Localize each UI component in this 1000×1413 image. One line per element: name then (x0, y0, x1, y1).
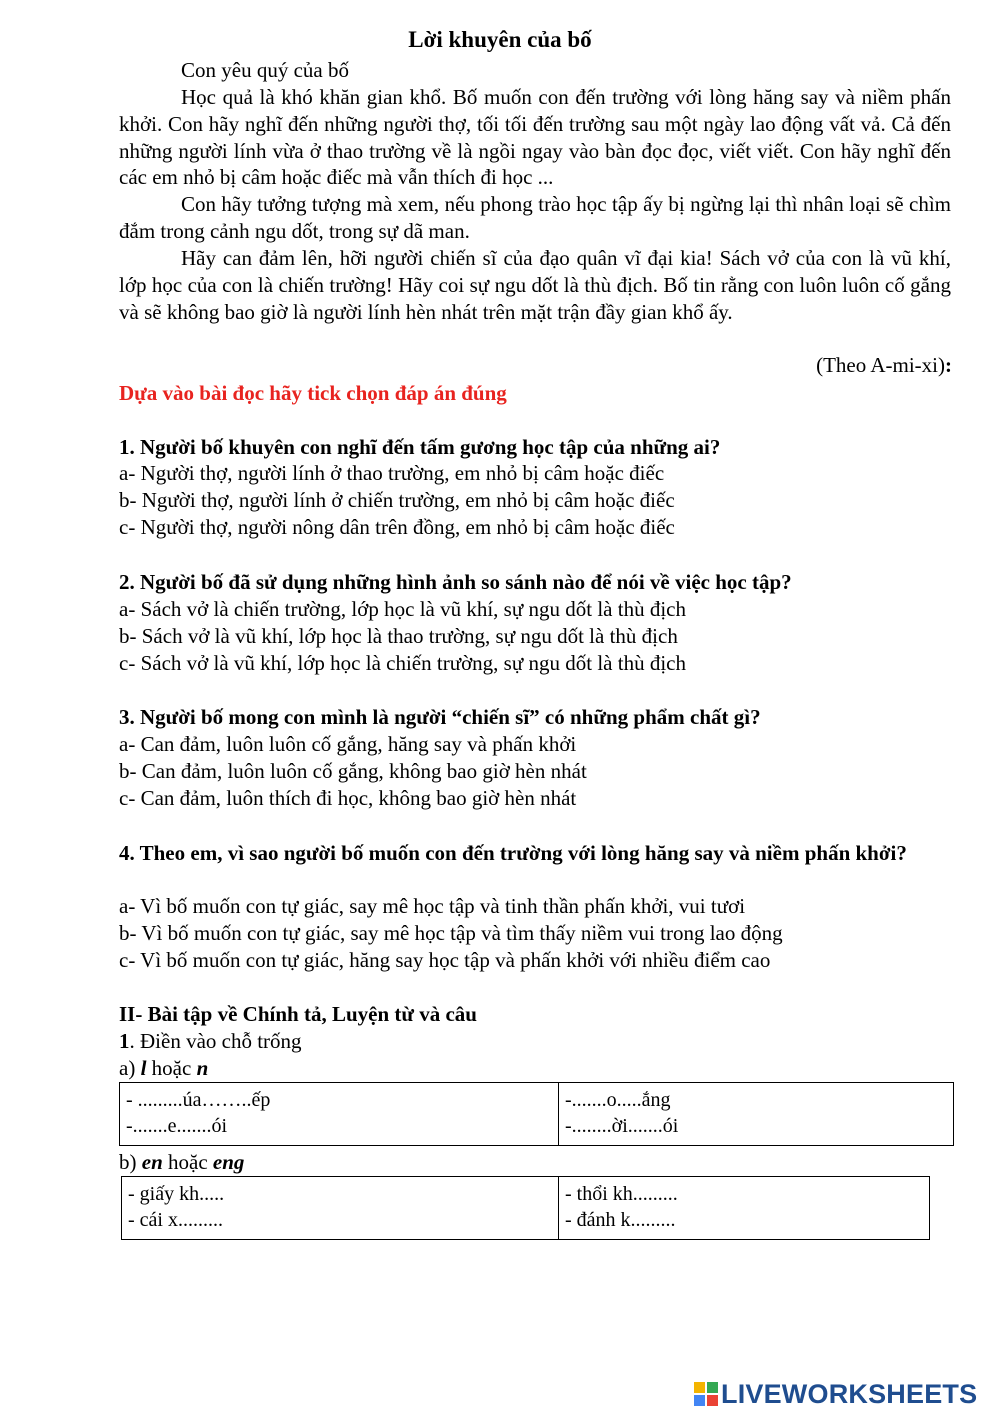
source-citation: (Theo A-mi-xi): (816, 353, 952, 377)
table-b-cell-left[interactable]: - giấy kh..... - cái x......... (122, 1177, 559, 1240)
letter-paragraph-3: Hãy can đảm lên, hỡi người chiến sĩ của đạo quân vĩ đại kia! Sách vở của con là vũ khí, lớp học của con là chiến trường! Hãy coi sự ngu dốt là thù địch. Bố tin rằng con luôn luôn cố gắng và sẽ không bao giờ là người lính hèn nhát trên mặt trận đầy gian khổ ấy. (119, 246, 951, 324)
question-4-option-a[interactable]: a- Vì bố muốn con tự giác, say mê học tập và tinh thần phấn khởi, vui tươi (119, 894, 746, 918)
question-4: 4. Theo em, vì sao người bố muốn con đến trường với lòng hăng say và niềm phấn khởi? (119, 841, 907, 865)
fill-table-a (119, 1082, 954, 1146)
question-2: 2. Người bố đã sử dụng những hình ảnh so sánh nào để nói về việc học tập? (119, 570, 792, 594)
question-1-option-b[interactable]: b- Người thợ, người lính ở chiến trường, em nhỏ bị câm hoặc điếc (119, 488, 675, 512)
question-3-option-c[interactable]: c- Can đảm, luôn thích đi học, không bao giờ hèn nhát (119, 786, 577, 810)
question-2-option-b[interactable]: b- Sách vở là vũ khí, lớp học là thao trường, sự ngu dốt là thù địch (119, 624, 678, 648)
question-2-option-a[interactable]: a- Sách vở là chiến trường, lớp học là vũ khí, sự ngu dốt là thù địch (119, 597, 686, 621)
liveworksheets-logo (694, 1378, 977, 1410)
page-title: Lời khuyên của bố (408, 27, 592, 52)
instruction-heading: Dựa vào bài đọc hãy tick chọn đáp án đúng (119, 381, 507, 405)
logo-text: LIVEWORKSHEETS (721, 1378, 978, 1409)
letter-greeting: Con yêu quý của bố (181, 58, 349, 82)
table-b-cell-right[interactable]: - thổi kh......... - đánh k......... (559, 1177, 930, 1240)
logo-grid-icon (694, 1382, 718, 1406)
table-a-cell-left[interactable]: - .........úa……..ếp -.......e.......ói (120, 1083, 559, 1146)
fill-table-b (121, 1176, 930, 1240)
question-4-option-c[interactable]: c- Vì bố muốn con tự giác, hăng say học tập và phấn khởi với nhiều điểm cao (119, 948, 771, 972)
part-a-label: a) l hoặc n (119, 1056, 209, 1080)
question-3: 3. Người bố mong con mình là người “chiến sĩ” có những phẩm chất gì? (119, 705, 761, 729)
question-2-option-c[interactable]: c- Sách vở là vũ khí, lớp học là chiến trường, sự ngu dốt là thù địch (119, 651, 686, 675)
question-3-option-a[interactable]: a- Can đảm, luôn luôn cố gắng, hăng say và phấn khởi (119, 732, 577, 756)
section-2-heading: II- Bài tập về Chính tả, Luyện từ và câu (119, 1002, 477, 1026)
letter-paragraph-2: Con hãy tưởng tượng mà xem, nếu phong trào học tập ấy bị ngừng lại thì nhân loại sẽ chìm đắm trong cảnh ngu dốt, trong sự dã man. (119, 192, 951, 243)
part-b-label: b) en hoặc eng (119, 1150, 245, 1174)
question-1-option-a[interactable]: a- Người thợ, người lính ở thao trường, em nhỏ bị câm hoặc điếc (119, 461, 665, 485)
question-1-option-c[interactable]: c- Người thợ, người nông dân trên đồng, em nhỏ bị câm hoặc điếc (119, 515, 675, 539)
question-1: 1. Người bố khuyên con nghĩ đến tấm gương học tập của những ai? (119, 435, 721, 459)
letter-paragraph-1: Học quả là khó khăn gian khổ. Bố muốn con đến trường với lòng hăng say và niềm phấn khởi. Con hãy nghĩ đến những người thợ, tối tối đến trường sau một ngày lao động vất vả. Cả đến những người lính vừa ở thao trường về là ngồi ngay vào bàn đọc đọc, viết viết. Con hãy nghĩ đến các em nhỏ bị câm hoặc điếc mà vẫn thích đi học ... (119, 85, 951, 190)
question-4-option-b[interactable]: b- Vì bố muốn con tự giác, say mê học tập và tìm thấy niềm vui trong lao động (119, 921, 783, 945)
table-a-cell-right[interactable]: -.......o.....ắng -........ời.......ói (559, 1083, 954, 1146)
exercise-1-label: 1. Điền vào chỗ trống (119, 1029, 302, 1053)
question-3-option-b[interactable]: b- Can đảm, luôn luôn cố gắng, không bao giờ hèn nhát (119, 759, 587, 783)
